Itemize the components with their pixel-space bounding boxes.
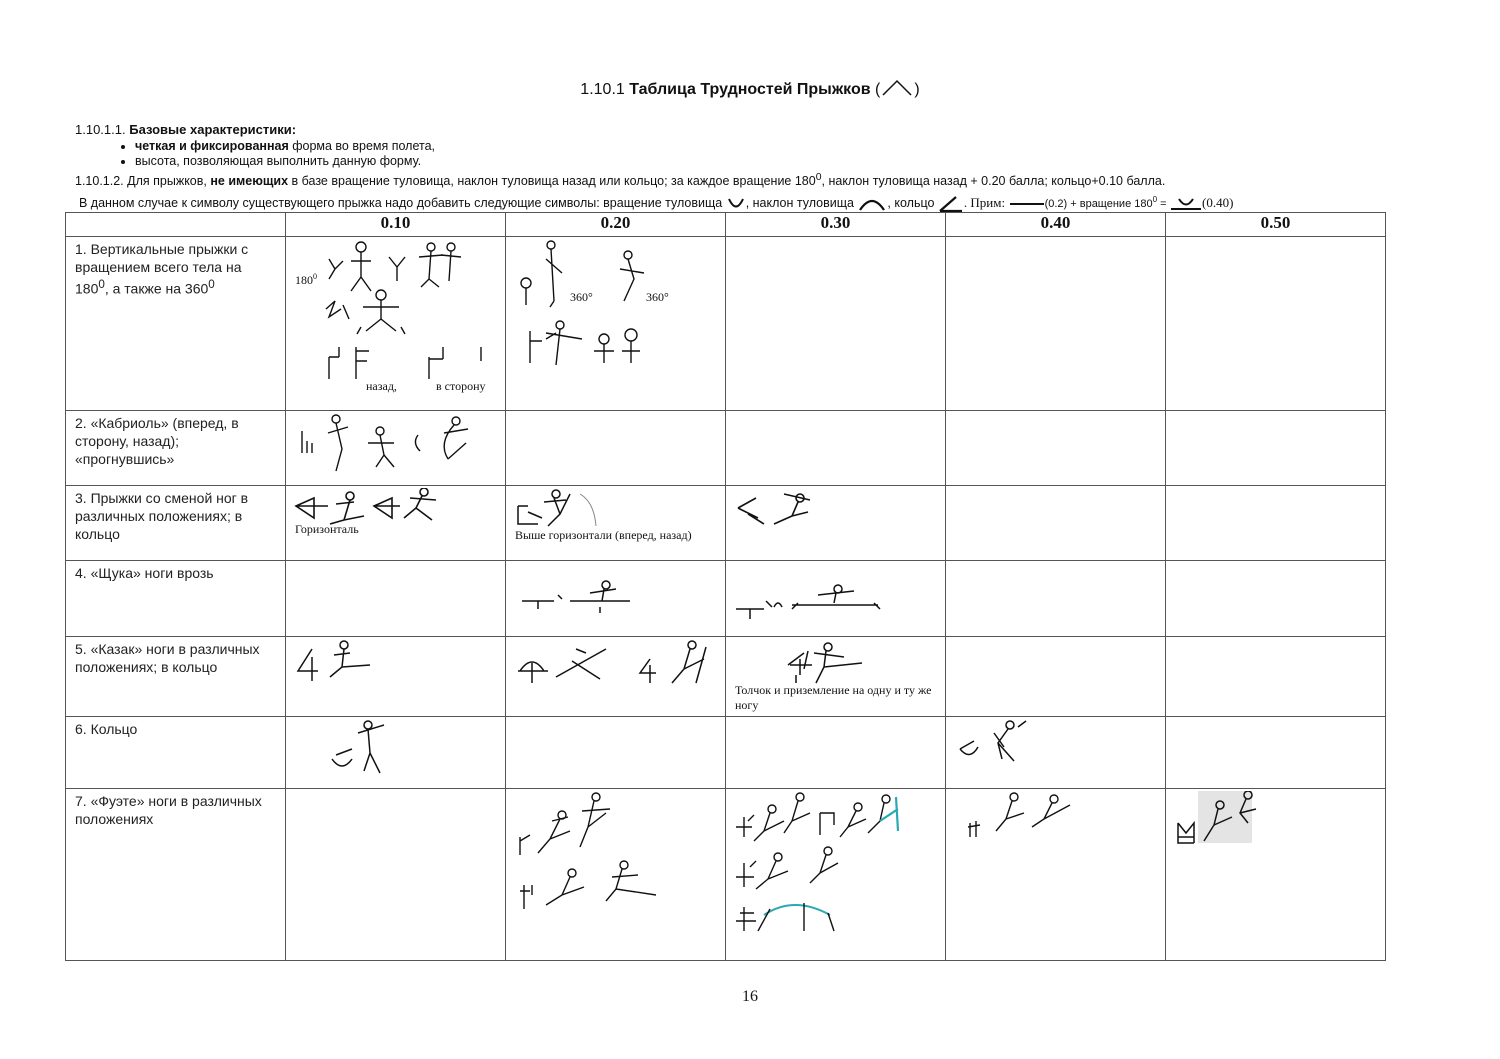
cell <box>286 411 506 486</box>
cell <box>946 561 1166 637</box>
cell: Выше горизонтали (вперед, назад) <box>506 486 726 561</box>
cabriole-figures-icon <box>298 413 478 479</box>
cell <box>946 717 1166 789</box>
ring-jump-bend-icon <box>956 719 1046 769</box>
cell <box>506 717 726 789</box>
cell <box>286 717 506 789</box>
cossack-ring-figures-icon <box>784 639 934 687</box>
cell <box>506 411 726 486</box>
fouette-figures-icon <box>516 791 686 921</box>
row-label: 4. «Щука» ноги врозь <box>66 561 286 637</box>
cell: 360° 360° <box>506 237 726 411</box>
ring-jump-figure-icon <box>330 719 400 779</box>
page-number: 16 <box>742 988 758 1005</box>
table-row <box>66 411 1386 486</box>
table-row <box>66 237 1386 411</box>
table-row <box>66 717 1386 789</box>
cell <box>946 411 1166 486</box>
table-row <box>66 637 1386 717</box>
fouette-figures-icon <box>966 791 1096 843</box>
cell <box>506 561 726 637</box>
cell <box>946 486 1166 561</box>
cell <box>1166 561 1386 637</box>
split-leap-above-icon <box>514 488 634 530</box>
jump-difficulty-table <box>65 212 1386 961</box>
pike-straddle-ring-icon <box>734 581 894 625</box>
cell <box>946 237 1166 411</box>
cell <box>946 789 1166 961</box>
cell <box>506 789 726 961</box>
col-header: 0.40 <box>946 213 1166 237</box>
example-combined-icon <box>1170 196 1202 212</box>
symbols-text: В данном случае к символу существующего прыжка надо добавить следующие символы: вращение туловища , наклон туловища , кольцо . Прим: (0.2) + вращение $180^0 = (0.40)$ <box>75 192 1405 213</box>
cell <box>946 637 1166 717</box>
cell <box>726 486 946 561</box>
cell <box>726 237 946 411</box>
header-empty <box>66 213 286 237</box>
cell <box>726 411 946 486</box>
trunk-rotation-icon <box>726 196 746 212</box>
table-row <box>66 486 1386 561</box>
cell <box>286 561 506 637</box>
cell <box>1166 637 1386 717</box>
jump-figures-icon <box>516 239 716 379</box>
example-line-icon <box>1009 199 1045 209</box>
cell <box>726 717 946 789</box>
cell <box>1166 411 1386 486</box>
list-item: • четкая и фиксированная форма во время полета, <box>135 139 1405 154</box>
list-item: • высота, позволяющая выполнить данную форму. <box>135 154 1405 169</box>
col-header: 0.20 <box>506 213 726 237</box>
cell <box>1166 789 1386 961</box>
jump-symbol-icon <box>880 78 914 98</box>
header-row <box>66 213 1386 237</box>
cell <box>286 637 506 717</box>
fouette-figures-icon <box>734 791 944 941</box>
row-label: 5. «Казак» ноги в различных положениях; в кольцо <box>66 637 286 717</box>
intro-section <box>75 122 1405 213</box>
cell <box>286 789 506 961</box>
ring-icon <box>938 195 964 213</box>
col-header: 0.10 <box>286 213 506 237</box>
cell <box>726 561 946 637</box>
table-row <box>66 561 1386 637</box>
cell: Горизонталь <box>286 486 506 561</box>
cell <box>1166 237 1386 411</box>
row-label: 7. «Фуэте» ноги в различных положениях <box>66 789 286 961</box>
ring-leap-icon <box>734 488 834 532</box>
row-label: 2. «Кабриоль» (вперед, в сторону, назад); «прогнувшись» <box>66 411 286 486</box>
table-row <box>66 789 1386 961</box>
jump-figures-icon <box>321 239 501 399</box>
col-header: 0.50 <box>1166 213 1386 237</box>
cell: Толчок и приземление на одну и ту же ногу <box>726 637 946 717</box>
cell <box>1166 486 1386 561</box>
row-label: 3. Прыжки со сменой ног в различных положениях; в кольцо <box>66 486 286 561</box>
section-heading: 1.10.1.1. Базовые характеристики: <box>75 122 297 137</box>
characteristics-list <box>75 139 1405 169</box>
cell <box>1166 717 1386 789</box>
cell <box>506 637 726 717</box>
fouette-figures-icon <box>1174 791 1264 847</box>
row-label: 6. Кольцо <box>66 717 286 789</box>
trunk-bend-icon <box>857 196 887 212</box>
cell <box>726 789 946 961</box>
cossack-figures-icon <box>516 639 716 691</box>
rule-text: 1.10.1.2. Для прыжков, не имеющих в базе вращение туловища, наклон туловища назад или кольцо; за каждое вращение $180^0$, наклон туловища назад + 0.20 балла; кольцо+0.10 балла. <box>75 172 1166 189</box>
cell: $180^0$ назад, в сторону <box>286 237 506 411</box>
col-header: 0.30 <box>726 213 946 237</box>
row-label: 1. Вертикальные прыжки с вращением всего тела на $180^0$, а также на $360^0$ <box>66 237 286 411</box>
cossack-figure-icon <box>294 639 384 689</box>
page-title: 1.10.1 Таблица Трудностей Прыжков ( ) <box>0 78 1500 99</box>
caption: $180^0$ <box>295 272 317 287</box>
pike-straddle-figures-icon <box>520 579 660 619</box>
